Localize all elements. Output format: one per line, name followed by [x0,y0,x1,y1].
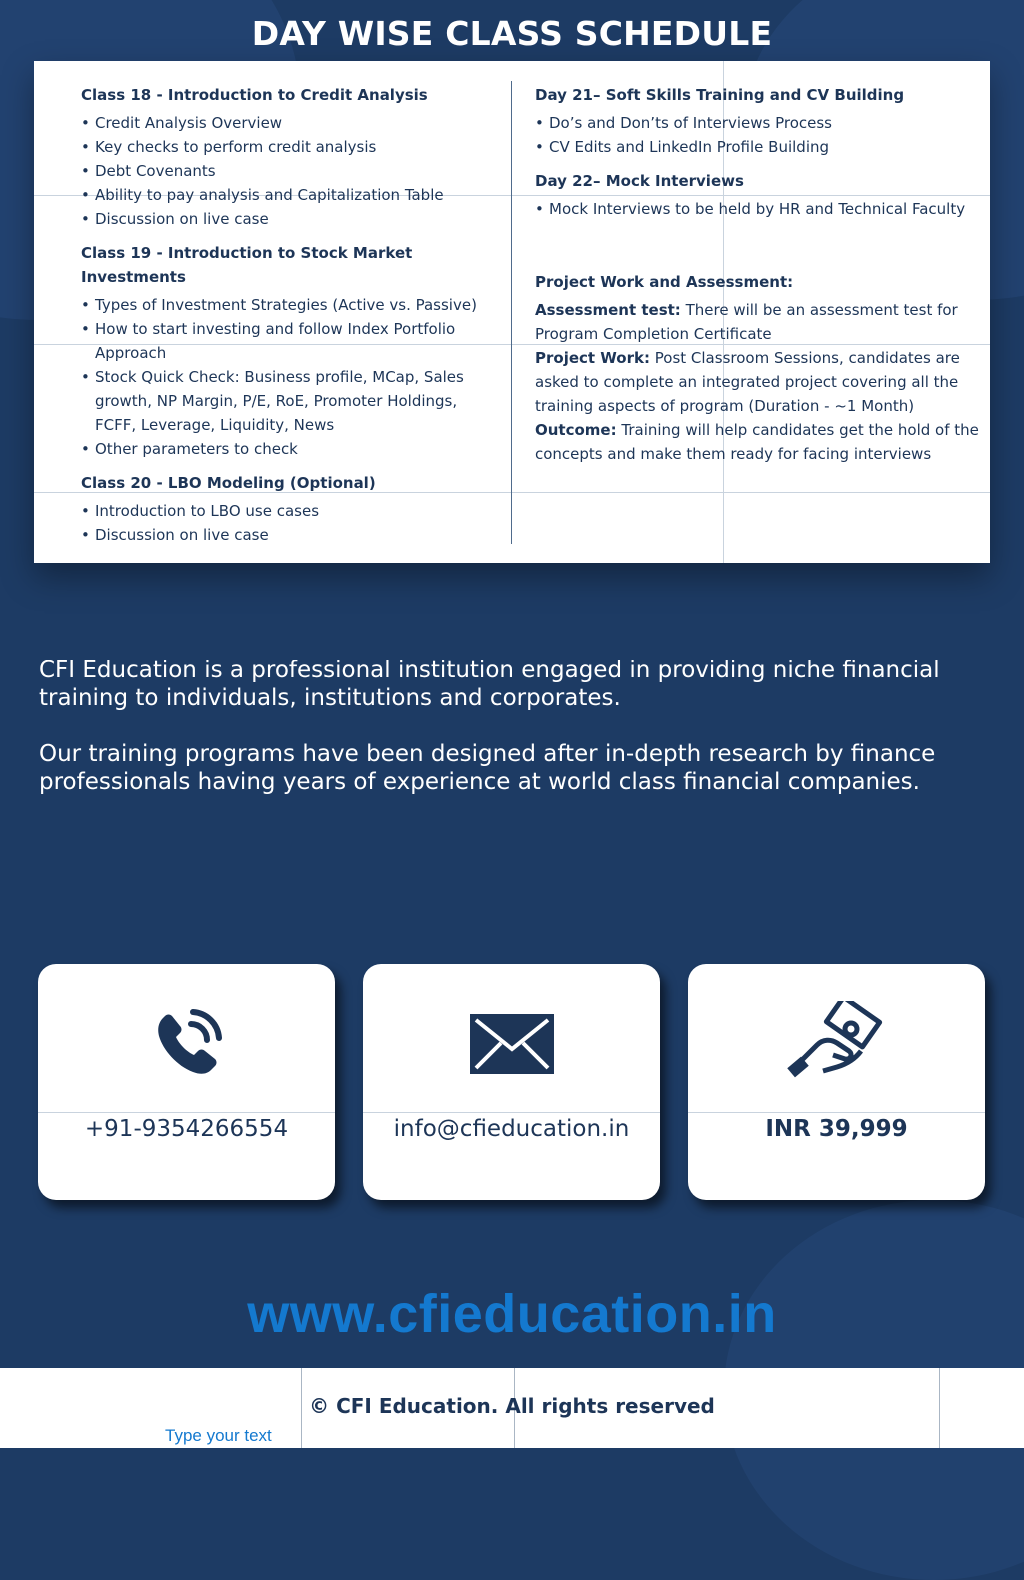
card-divider [688,1112,985,1113]
bullet-list [535,111,985,159]
section-title: Day 21– Soft Skills Training and CV Building [535,86,905,104]
list-item: • Introduction to LBO use cases [81,499,501,523]
list-item: • How to start investing and follow Index Portfolio Approach [81,317,501,365]
card-divider [363,1112,660,1113]
bullet-list [535,197,985,221]
about-paragraph: CFI Education is a professional institution engaged in providing niche financial training to individuals, institutions and corporates. [39,660,940,711]
phone-number[interactable]: +91-9354266554 [84,1116,289,1142]
course-fee: INR 39,999 [765,1116,908,1142]
email-card[interactable] [363,964,660,1200]
phone-icon [38,1004,335,1084]
list-item: • CV Edits and LinkedIn Profile Building [535,135,985,159]
list-item: • Debt Covenants [81,159,501,183]
right-column [535,83,985,466]
website-link[interactable]: www.cfieducation.in [247,1284,777,1344]
project-text: Post Classroom Sessions, candidates are asked to complete an integrated project covering all the training aspects of program (Duration - ~1 Month) [535,349,960,415]
page-title: DAY WISE CLASS SCHEDULE [251,14,773,53]
list-item: • Stock Quick Check: Business profile, MCap, Sales growth, NP Margin, P/E, RoE, Promoter Holdings, FCFF, Leverage, Liquidity, News [81,365,501,437]
column-divider [511,81,512,544]
left-column [81,83,501,547]
bullet-list [81,293,501,461]
list-item: • Other parameters to check [81,437,501,461]
outcome-paragraph [535,418,985,466]
assessment-paragraph [535,298,985,346]
outcome-label: Outcome: [535,421,617,439]
money-hand-icon [688,1004,985,1084]
list-item: • Credit Analysis Overview [81,111,501,135]
about-section [39,660,989,800]
list-item: • Do’s and Don’ts of Interviews Process [535,111,985,135]
fee-card [688,964,985,1200]
list-item: • Discussion on live case [81,207,501,231]
section-title: Class 19 - Introduction to Stock Market Investments [81,244,413,286]
email-address[interactable]: info@cfieducation.in [393,1116,630,1142]
assessment-text: There will be an assessment test for Program Completion Certificate [535,301,958,343]
project-label: Project Work: [535,349,650,367]
text-placeholder[interactable]: Type your text [165,1426,272,1445]
list-item: • Mock Interviews to be held by HR and Technical Faculty [535,197,985,221]
section-title: Class 20 - LBO Modeling (Optional) [81,474,376,492]
phone-card[interactable] [38,964,335,1200]
list-item: • Types of Investment Strategies (Active vs. Passive) [81,293,501,317]
list-item: • Key checks to perform credit analysis [81,135,501,159]
card-divider [38,1112,335,1113]
list-item: • Ability to pay analysis and Capitalization Table [81,183,501,207]
copyright-text: © CFI Education. All rights reserved [309,1394,715,1418]
list-item: • Discussion on live case [81,523,501,547]
about-paragraph: Our training programs have been designed after in-depth research by finance professionals having years of experience at world class financial companies. [39,741,936,795]
section-title: Day 22– Mock Interviews [535,172,744,190]
section-title: Class 18 - Introduction to Credit Analysis [81,86,428,104]
assessment-label: Assessment test: [535,301,681,319]
envelope-icon [363,1004,660,1084]
bullet-list [81,499,501,547]
outcome-text: Training will help candidates get the hold of the concepts and make them ready for facing interviews [535,421,979,463]
project-paragraph [535,346,985,418]
footer [0,1368,1024,1448]
schedule-card [34,61,990,563]
bullet-list [81,111,501,231]
project-title: Project Work and Assessment: [535,273,794,291]
